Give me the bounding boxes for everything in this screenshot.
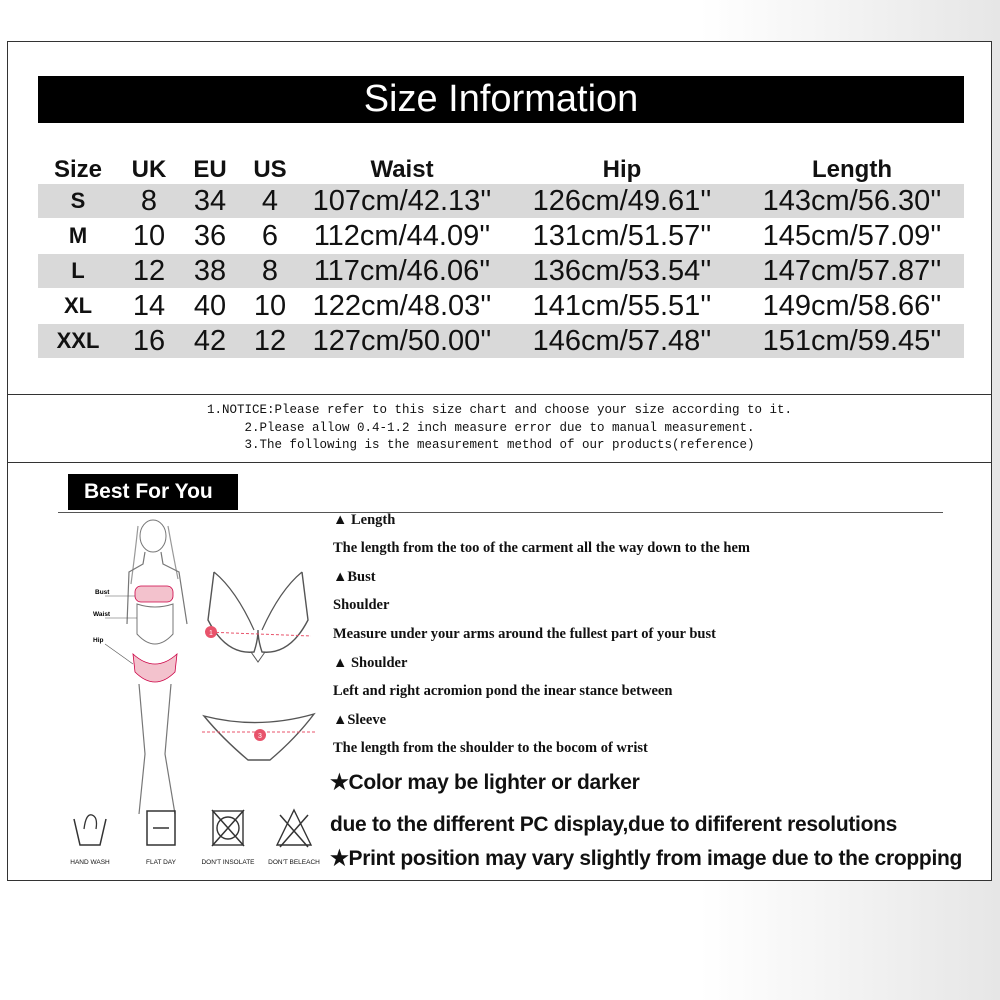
measure-line: ▲Bust bbox=[333, 569, 376, 585]
cell-length: 151cm/59.45'' bbox=[762, 325, 942, 357]
display-note: due to the different PC display,due to dififerent resolutions bbox=[330, 813, 898, 836]
do-not-tumble-icon bbox=[208, 807, 248, 849]
cell-size: S bbox=[70, 188, 86, 213]
cell-us: 4 bbox=[261, 185, 279, 217]
waist-label: Waist bbox=[93, 611, 111, 618]
measure-line: Measure under your arms around the fullest part of your bust bbox=[333, 626, 716, 642]
header-eu: EU bbox=[193, 156, 227, 183]
cell-length: 149cm/58.66'' bbox=[762, 290, 942, 322]
cell-hip: 141cm/55.51'' bbox=[532, 290, 712, 322]
cell-us: 8 bbox=[261, 255, 279, 287]
divider bbox=[8, 394, 991, 395]
table-row bbox=[38, 254, 964, 288]
cell-uk: 12 bbox=[132, 255, 166, 287]
cell-eu: 42 bbox=[193, 325, 227, 357]
measure-line: The length from the shoulder to the bocom of wrist bbox=[333, 740, 648, 756]
heading-rule bbox=[58, 512, 943, 513]
table-header bbox=[38, 154, 964, 184]
measure-line: The length from the too of the carment all the way down to the hem bbox=[333, 540, 750, 556]
cell-waist: 127cm/50.00'' bbox=[312, 325, 492, 357]
cell-eu: 40 bbox=[193, 290, 227, 322]
measure-line: Left and right acromion pond the inear stance between bbox=[333, 683, 673, 699]
header-hip: Hip bbox=[602, 156, 642, 183]
size-chart-sheet bbox=[7, 41, 992, 881]
hand-wash-icon bbox=[70, 807, 110, 849]
color-note: ★Color may be lighter or darker bbox=[330, 771, 640, 794]
cell-uk: 8 bbox=[140, 185, 158, 217]
notice-line: 1.NOTICE:Please refer to this size chart and choose your size according to it. bbox=[206, 403, 793, 417]
divider bbox=[8, 462, 991, 463]
cell-waist: 112cm/44.09'' bbox=[313, 220, 491, 252]
print-note: ★Print position may vary slightly from image due to the cropping bbox=[330, 847, 963, 870]
notice-line: 2.Please allow 0.4-1.2 inch measure error due to manual measurement. bbox=[244, 420, 755, 435]
measure-line: ▲ Length bbox=[333, 512, 396, 528]
cell-eu: 36 bbox=[193, 220, 227, 252]
marker-3-text: 3 bbox=[258, 733, 262, 740]
care-label: HAND WASH bbox=[70, 859, 110, 866]
do-not-bleach-icon bbox=[274, 807, 314, 849]
cell-uk: 10 bbox=[132, 220, 166, 252]
measure-line: Shoulder bbox=[333, 597, 390, 613]
hip-label: Hip bbox=[93, 637, 104, 644]
cell-hip: 126cm/49.61'' bbox=[532, 185, 712, 217]
cell-length: 145cm/57.09'' bbox=[762, 220, 942, 252]
header-us: US bbox=[253, 156, 287, 183]
flat-dry-icon bbox=[141, 807, 181, 849]
table-row bbox=[38, 324, 964, 358]
bust-label: Bust bbox=[95, 589, 110, 596]
notice-block bbox=[8, 402, 991, 455]
cell-us: 10 bbox=[253, 290, 287, 322]
cell-hip: 136cm/53.54'' bbox=[532, 255, 712, 287]
cell-us: 12 bbox=[253, 325, 287, 357]
cell-waist: 107cm/42.13'' bbox=[312, 185, 492, 217]
header-size: Size bbox=[53, 156, 103, 183]
bikini-bottom-diagram bbox=[200, 710, 318, 765]
cell-size: XXL bbox=[56, 328, 100, 353]
care-label: DON'T INSOLATE bbox=[201, 859, 255, 866]
table-row bbox=[38, 219, 964, 253]
cell-eu: 38 bbox=[193, 255, 227, 287]
cell-eu: 34 bbox=[193, 185, 227, 217]
page-title: Size Information bbox=[38, 76, 964, 123]
cell-waist: 122cm/48.03'' bbox=[312, 290, 492, 322]
measure-line: ▲ Shoulder bbox=[333, 655, 408, 671]
cell-waist: 117cm/46.06'' bbox=[313, 255, 491, 287]
cell-size: L bbox=[71, 258, 85, 283]
care-label: FLAT DAY bbox=[146, 859, 176, 866]
cell-uk: 14 bbox=[132, 290, 166, 322]
measure-line: ▲Sleeve bbox=[333, 712, 387, 728]
header-uk: UK bbox=[131, 156, 167, 183]
cell-hip: 146cm/57.48'' bbox=[532, 325, 712, 357]
size-table bbox=[38, 154, 964, 359]
header-waist: Waist bbox=[370, 156, 434, 183]
cell-hip: 131cm/51.57'' bbox=[532, 220, 712, 252]
care-label: DON'T BELEACH bbox=[268, 859, 320, 866]
model-figure-illustration bbox=[83, 514, 203, 814]
cell-uk: 16 bbox=[132, 325, 166, 357]
cell-size: XL bbox=[63, 293, 93, 318]
notice-line: 3.The following is the measurement method of our products(reference) bbox=[244, 438, 755, 452]
bikini-top-diagram bbox=[196, 570, 321, 665]
cell-us: 6 bbox=[261, 220, 279, 252]
header-length: Length bbox=[812, 156, 892, 183]
cell-length: 147cm/57.87'' bbox=[762, 255, 942, 287]
table-row bbox=[38, 289, 964, 323]
cell-size: M bbox=[68, 223, 88, 248]
best-for-you-heading: Best For You bbox=[68, 474, 238, 510]
table-row bbox=[38, 184, 964, 218]
marker-1-text: 1 bbox=[209, 630, 213, 637]
cell-length: 143cm/56.30'' bbox=[762, 185, 942, 217]
